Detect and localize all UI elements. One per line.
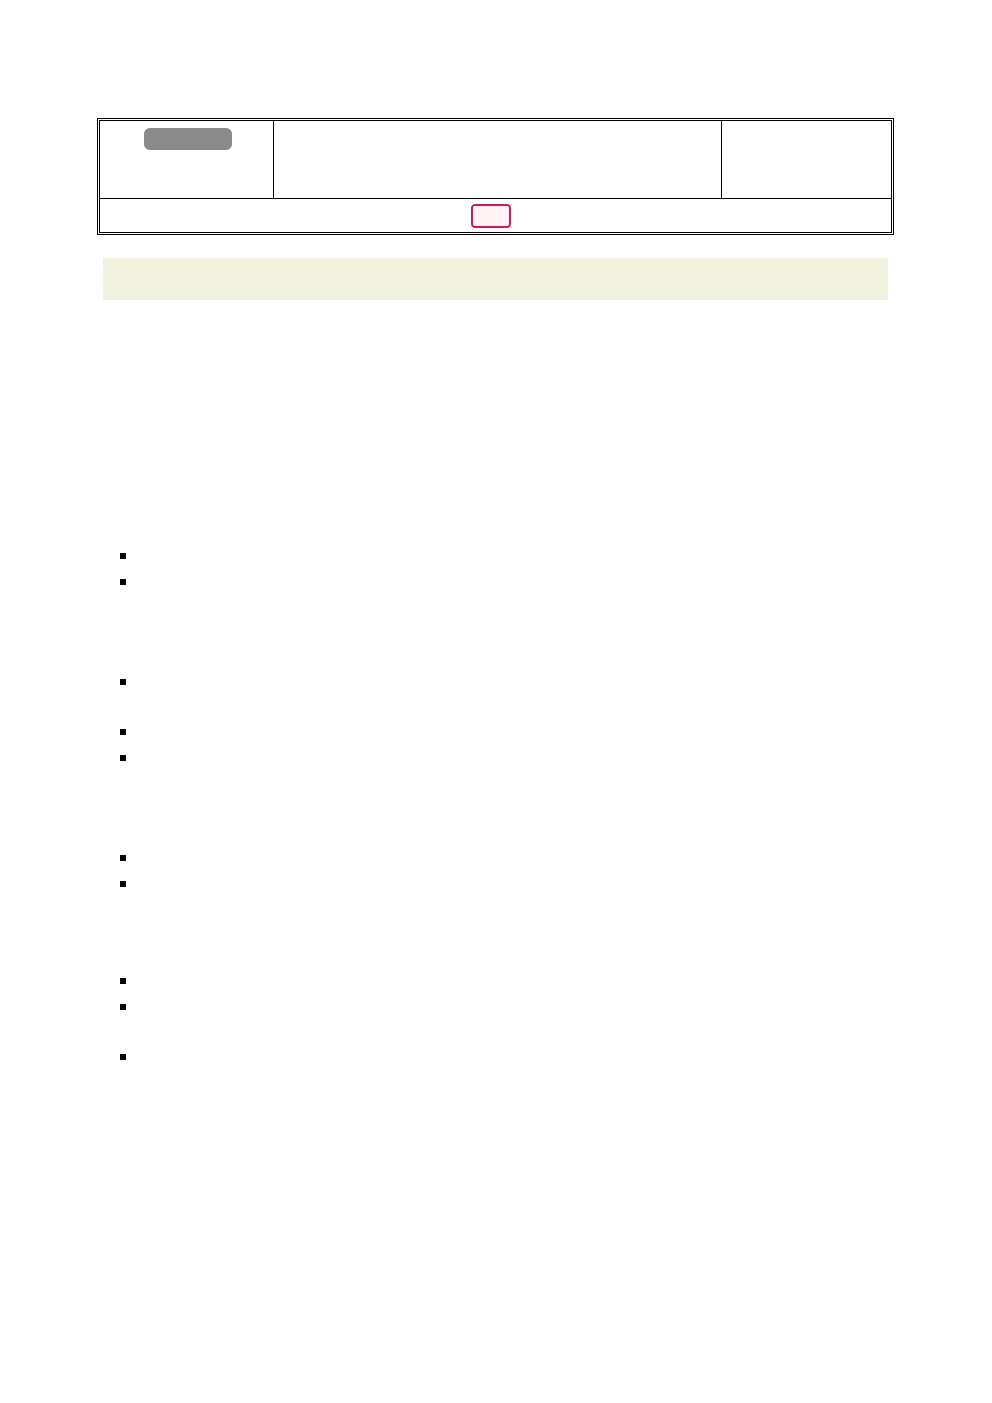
banner-stripe-top bbox=[103, 250, 888, 258]
innovation-school-badge-icon bbox=[471, 204, 511, 228]
header-table bbox=[97, 118, 894, 235]
title-cell bbox=[274, 121, 722, 199]
title-banner bbox=[103, 258, 888, 300]
motto-cell bbox=[100, 121, 274, 199]
department-cell bbox=[722, 121, 891, 199]
motto-badge bbox=[144, 128, 232, 150]
banner-stripe-bottom bbox=[103, 300, 888, 308]
slogan-cell bbox=[100, 199, 891, 232]
